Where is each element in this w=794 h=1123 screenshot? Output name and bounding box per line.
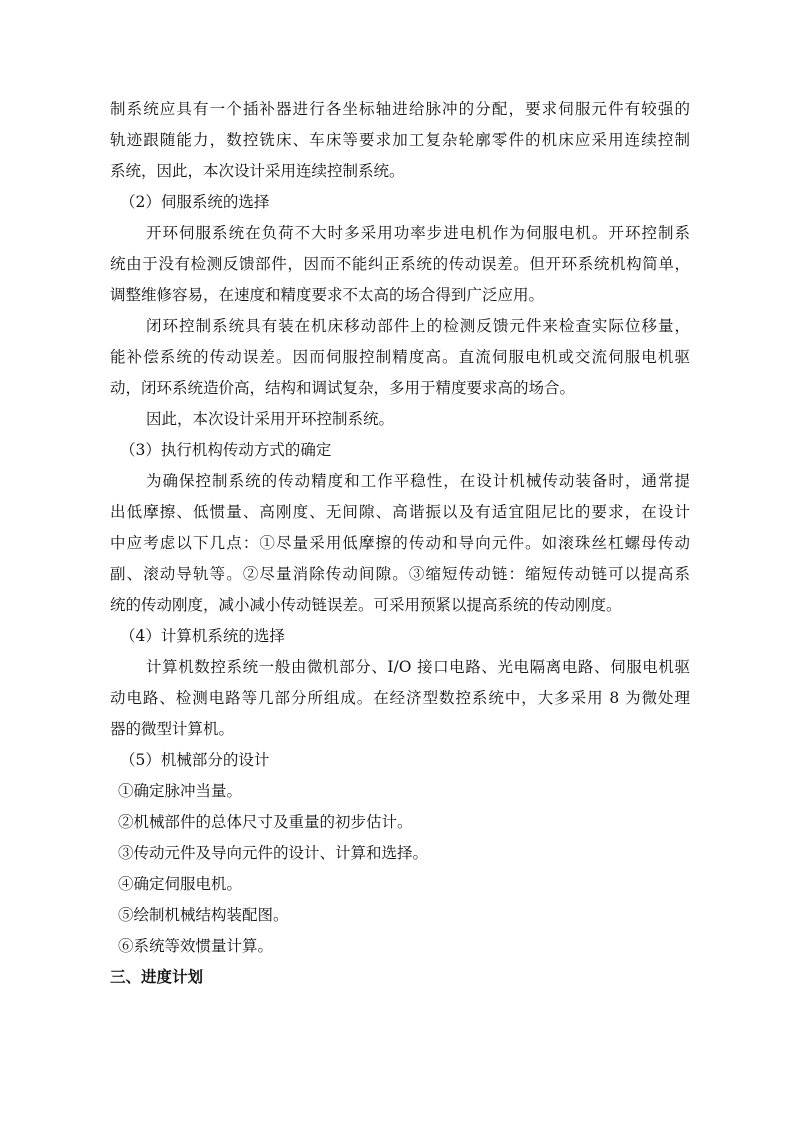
section-title: （4）计算机系统的选择: [120, 627, 285, 645]
paragraph-line: 统的传动刚度，减小减小传动链误差。可采用预紧以提高系统的传动刚度。: [110, 596, 622, 614]
section-title: （3）执行机构传动方式的确定: [120, 441, 332, 459]
paragraph-line: 闭环控制系统具有装在机床移动部件上的检测反馈元件来检查实际位移量，: [146, 317, 690, 335]
paragraph-line: 制系统应具有一个插补器进行各坐标轴进给脉冲的分配，要求伺服元件有较强的: [110, 100, 690, 118]
list-item: ②机械部件的总体尺寸及重量的初步估计。: [118, 813, 413, 831]
paragraph-line: 统由于没有检测反馈部件，因而不能纠正系统的传动误差。但开环系统机构简单，: [110, 255, 690, 273]
list-item: ⑥系统等效惯量计算。: [118, 937, 274, 955]
paragraph-line: 出低摩擦、低惯量、高刚度、无间隙、高谐振以及有适宜阻尼比的要求，在设计: [110, 503, 690, 521]
list-item: ④确定伺服电机。: [118, 875, 243, 893]
paragraph-line: 轨迹跟随能力，数控铣床、车床等要求加工复杂轮廓零件的机床应采用连续控制: [110, 131, 690, 149]
paragraph-line: 动，闭环系统造价高，结构和调试复杂，多用于精度要求高的场合。: [110, 379, 576, 397]
section-title: （2）伺服系统的选择: [120, 193, 270, 211]
paragraph-line: 因此，本次设计采用开环控制系统。: [146, 410, 395, 428]
paragraph-line: 系统，因此，本次设计采用连续控制系统。: [110, 162, 405, 180]
list-item: ⑤绘制机械结构装配图。: [118, 906, 289, 924]
paragraph-line: 开环伺服系统在负荷不大时多采用功率步进电机作为伺服电机。开环控制系: [146, 224, 690, 242]
paragraph-line: 中应考虑以下几点：①尽量采用低摩擦的传动和导向元件。如滚珠丝杠螺母传动: [110, 534, 690, 552]
paragraph-line: 为确保控制系统的传动精度和工作平稳性，在设计机械传动装备时，通常提: [146, 472, 690, 490]
paragraph-line: 调整维修容易，在速度和精度要求不太高的场合得到广泛应用。: [110, 286, 545, 304]
chapter-heading: 三、进度计划: [110, 968, 204, 986]
list-item: ③传动元件及导向元件的设计、计算和选择。: [118, 844, 429, 862]
paragraph-line: 器的微型计算机。: [110, 720, 235, 738]
list-item: ①确定脉冲当量。: [118, 782, 243, 800]
paragraph-line: 副、滚动导轨等。②尽量消除传动间隙。③缩短传动链：缩短传动链可以提高系: [110, 565, 690, 583]
paragraph-line: 能补偿系统的传动误差。因而伺服控制精度高。直流伺服电机或交流伺服电机驱: [110, 348, 690, 366]
section-title: （5）机械部分的设计: [120, 751, 270, 769]
paragraph-line: 动电路、检测电路等几部分所组成。在经济型数控系统中，大多采用 8 为微处理: [110, 689, 690, 707]
paragraph-line: 计算机数控系统一般由微机部分、I/O 接口电路、光电隔离电路、伺服电机驱: [146, 658, 690, 676]
